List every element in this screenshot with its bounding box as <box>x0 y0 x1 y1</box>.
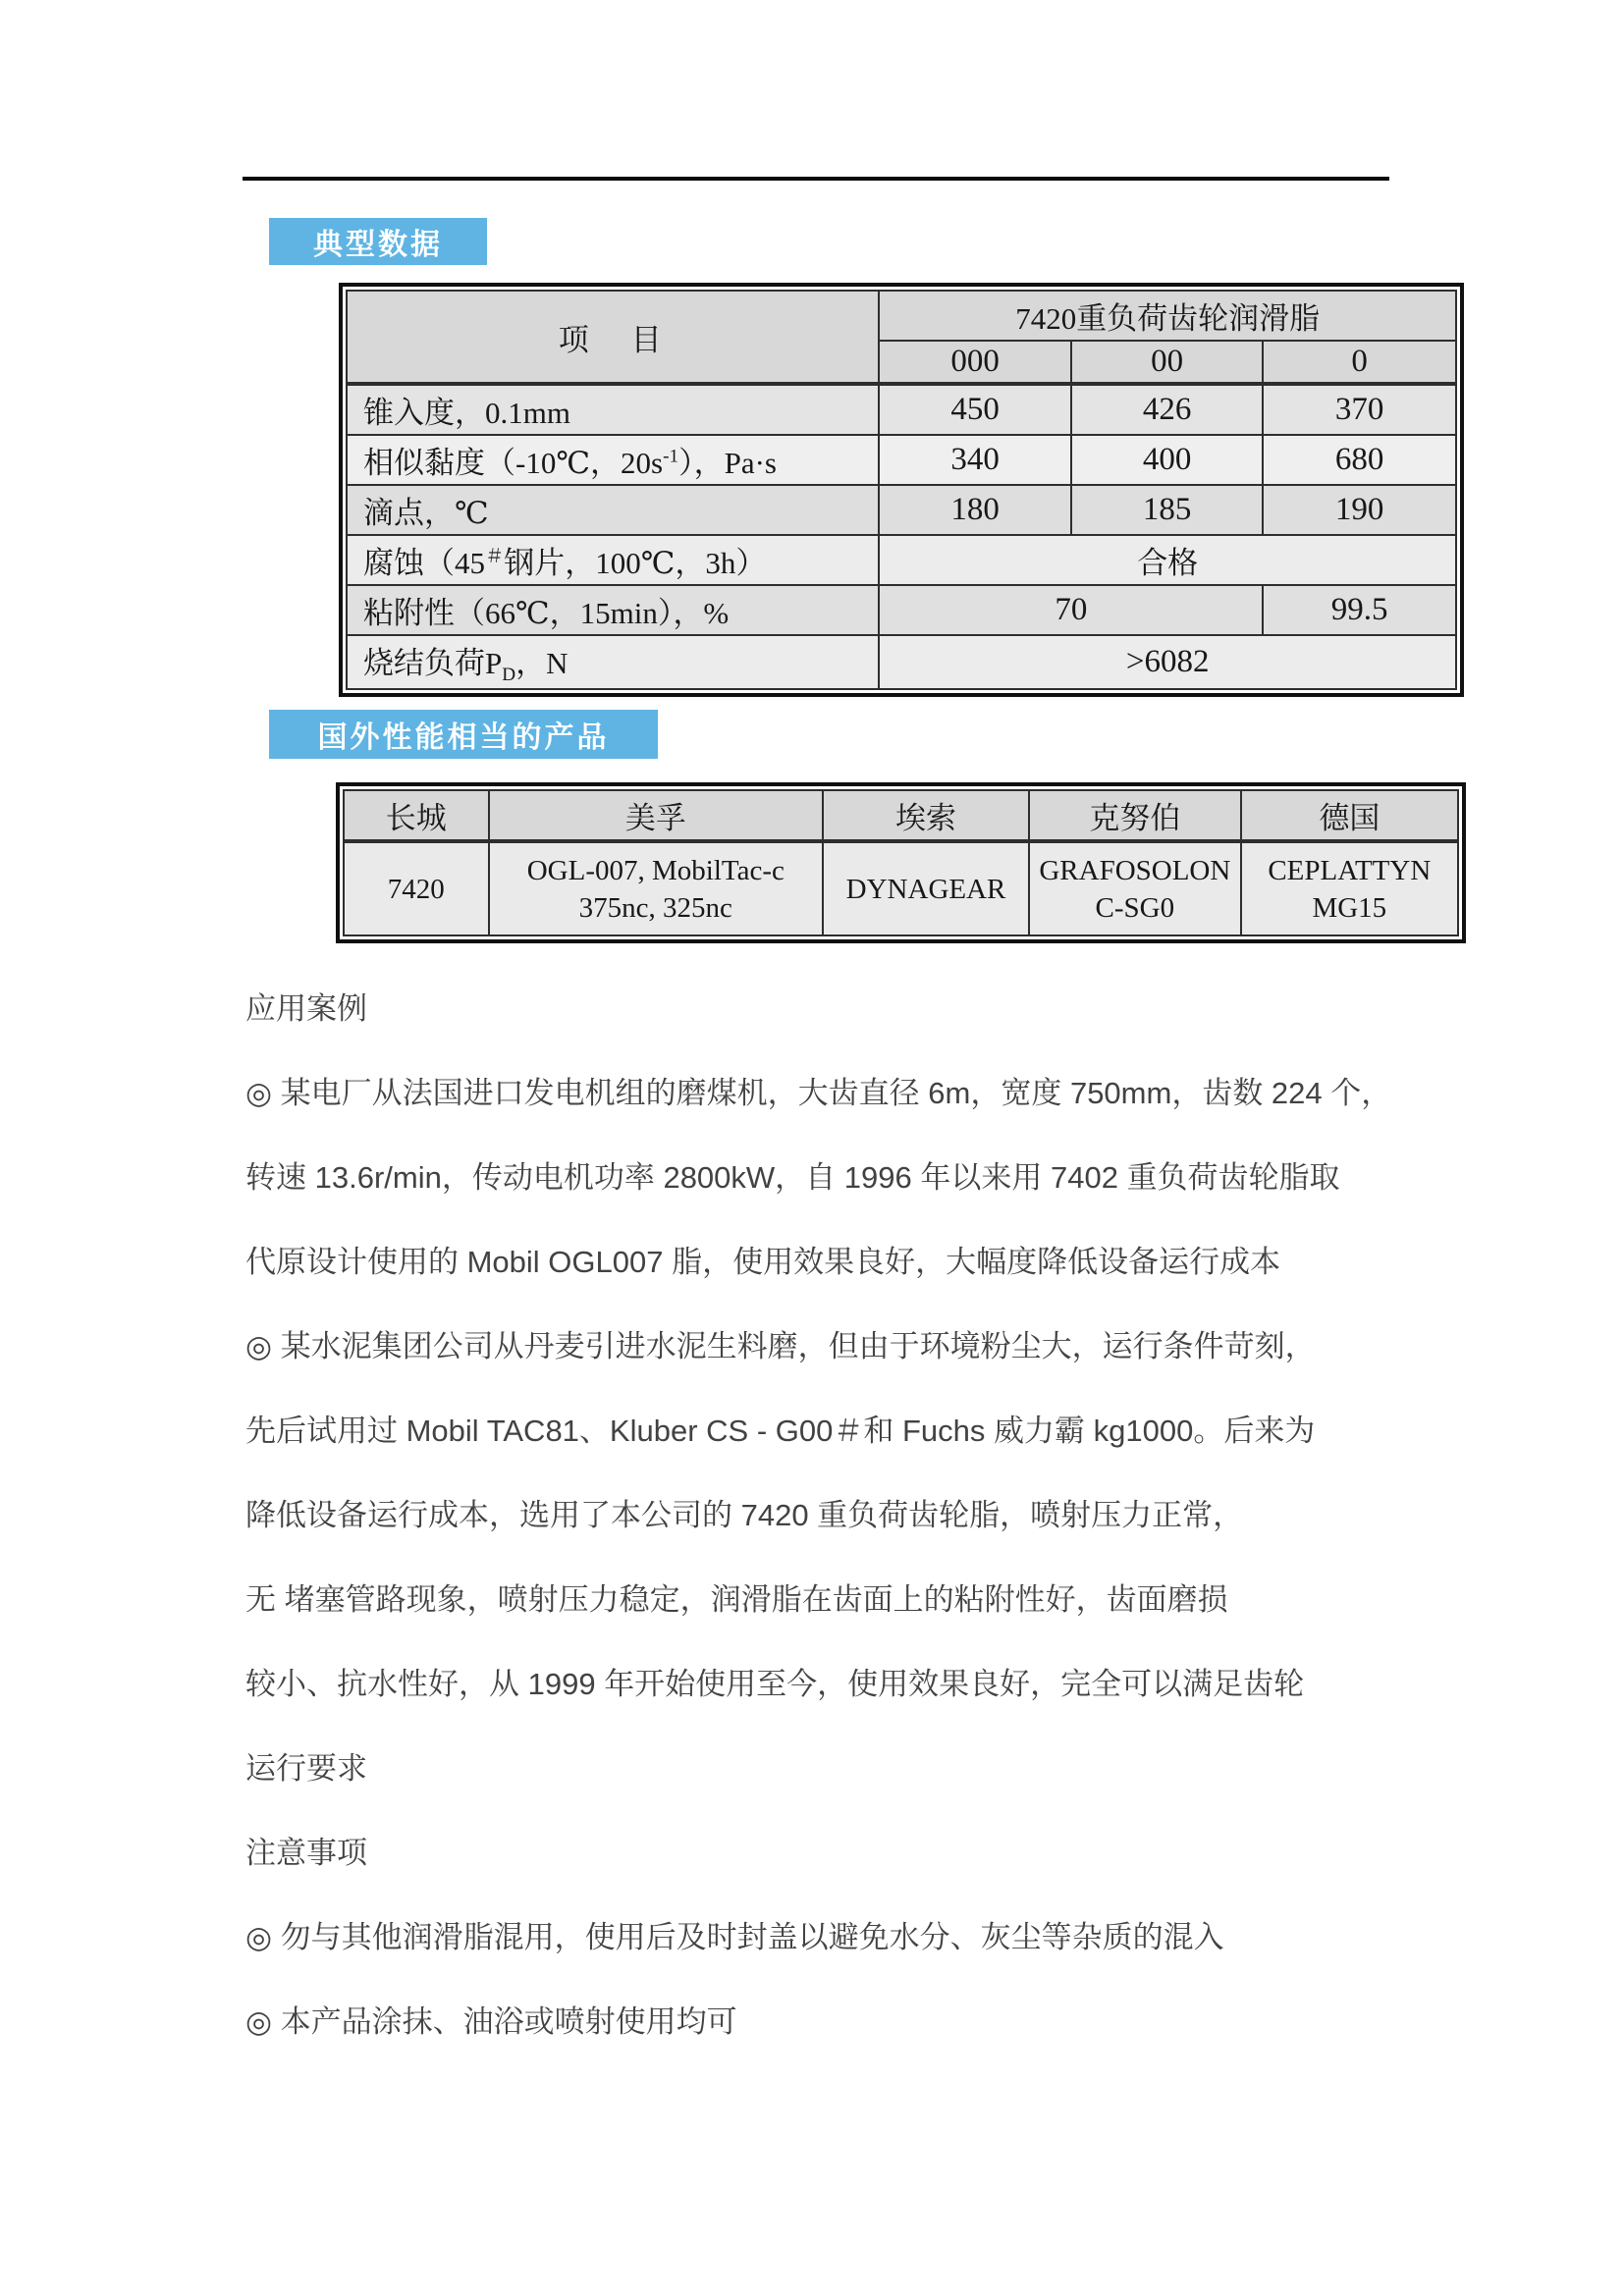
value-cell: DYNAGEAR <box>823 841 1029 935</box>
body-line: 代原设计使用的 Mobil OGL007 脂，使用效果良好，大幅度降低设备运行成本 <box>245 1245 1281 1279</box>
table-row <box>347 585 1456 635</box>
superscript: ＃ <box>485 546 505 567</box>
table-row <box>347 384 1456 435</box>
item-header-cell: 项 目 <box>347 291 879 384</box>
brand-header-cell: 埃索 <box>823 790 1029 841</box>
label-text: ），Pa·s <box>678 446 777 480</box>
body-line: ◎ 某水泥集团公司从丹麦引进水泥生料磨，但由于环境粉尘大，运行条件苛刻， <box>245 1329 1316 1363</box>
product-line: CEPLATTYN <box>1268 854 1432 886</box>
grade-cell: 00 <box>1071 341 1263 384</box>
merged-value-cell: 70 <box>879 585 1263 635</box>
section-heading-notes: 注意事项 <box>245 1836 367 1870</box>
body-line: 转速 13.6r/min，传动电机功率 2800kW，自 1996 年以来用 7402 重负荷齿轮脂取 <box>245 1160 1340 1195</box>
property-label-cell: 粘附性（66℃，15min），% <box>347 585 879 635</box>
body-line: ◎ 某电厂从法国进口发电机组的磨煤机，大齿直径 6m，宽度 750mm，齿数 224 个， <box>245 1076 1392 1110</box>
table-row <box>344 841 1458 935</box>
label-text: 相似黏度（-10℃，20s <box>363 446 664 480</box>
property-label-cell: 滴点，℃ <box>347 485 879 535</box>
value-cell: 190 <box>1263 485 1456 535</box>
section-label-typical-data: 典型数据 <box>269 218 487 265</box>
typical-data-table <box>346 290 1457 690</box>
body-line: 先后试用过 Mobil TAC81、Kluber CS - G00＃和 Fuchs 威力霸 kg1000。后来为 <box>245 1414 1316 1448</box>
value-cell: 340 <box>879 435 1070 485</box>
brand-header-cell: 长城 <box>344 790 489 841</box>
label-text: 钢片，100℃，3h） <box>504 546 767 580</box>
body-line: 无 堵塞管路现象，喷射压力稳定，润滑脂在齿面上的粘附性好，齿面磨损 <box>245 1582 1228 1617</box>
value-cell: 370 <box>1263 384 1456 435</box>
table-header-row <box>344 790 1458 841</box>
brand-header-cell: 克努伯 <box>1029 790 1241 841</box>
label-text: ，N <box>515 646 568 680</box>
product-header-cell: 7420重负荷齿轮润滑脂 <box>879 291 1456 341</box>
table-row <box>347 485 1456 535</box>
product-line: MG15 <box>1312 891 1387 924</box>
section-heading-application-cases: 应用案例 <box>245 991 367 1026</box>
grade-cell: 000 <box>879 341 1070 384</box>
value-cell <box>1029 841 1241 935</box>
typical-data-table-frame <box>339 283 1464 697</box>
label-text: 烧结负荷P <box>363 646 503 680</box>
table-row <box>347 635 1456 689</box>
equivalent-products-table <box>343 789 1459 936</box>
brand-header-cell: 美孚 <box>489 790 824 841</box>
table-header-row <box>347 291 1456 341</box>
value-cell: 7420 <box>344 841 489 935</box>
superscript: -1 <box>663 446 679 467</box>
subscript: D <box>502 665 516 686</box>
value-cell: 426 <box>1071 384 1263 435</box>
value-cell <box>489 841 824 935</box>
value-cell: 680 <box>1263 435 1456 485</box>
merged-value-cell: 合格 <box>879 535 1456 585</box>
label-text: 腐蚀（45 <box>363 546 485 580</box>
body-line: 运行要求 <box>245 1751 367 1786</box>
product-line: 375nc, 325nc <box>578 891 732 924</box>
body-line: ◎ 本产品涂抹、油浴或喷射使用均可 <box>245 2004 737 2039</box>
value-cell: 180 <box>879 485 1070 535</box>
body-text-block <box>245 967 1414 2064</box>
value-cell: 99.5 <box>1263 585 1456 635</box>
equivalent-products-table-frame <box>336 782 1466 943</box>
value-cell: 400 <box>1071 435 1263 485</box>
value-cell <box>1241 841 1458 935</box>
product-line: GRAFOSOLON <box>1039 854 1231 886</box>
property-label-cell <box>347 635 879 689</box>
grade-cell: 0 <box>1263 341 1456 384</box>
property-label-cell: 锥入度，0.1mm <box>347 384 879 435</box>
value-cell: 450 <box>879 384 1070 435</box>
property-label-cell <box>347 435 879 485</box>
header-divider-line <box>243 177 1389 181</box>
value-cell: 185 <box>1071 485 1263 535</box>
table-row <box>347 435 1456 485</box>
brand-header-cell: 德国 <box>1241 790 1458 841</box>
section-label-equivalent-products: 国外性能相当的产品 <box>269 710 658 759</box>
body-line: ◎ 勿与其他润滑脂混用，使用后及时封盖以避免水分、灰尘等杂质的混入 <box>245 1920 1224 1954</box>
body-line: 较小、抗水性好，从 1999 年开始使用至今，使用效果良好，完全可以满足齿轮 <box>245 1667 1305 1701</box>
product-line: C-SG0 <box>1095 891 1175 924</box>
table-row <box>347 535 1456 585</box>
product-line: OGL-007, MobilTac-c <box>526 854 785 886</box>
property-label-cell <box>347 535 879 585</box>
body-line: 降低设备运行成本，选用了本公司的 7420 重负荷齿轮脂，喷射压力正常， <box>245 1498 1244 1532</box>
merged-value-cell: >6082 <box>879 635 1456 689</box>
